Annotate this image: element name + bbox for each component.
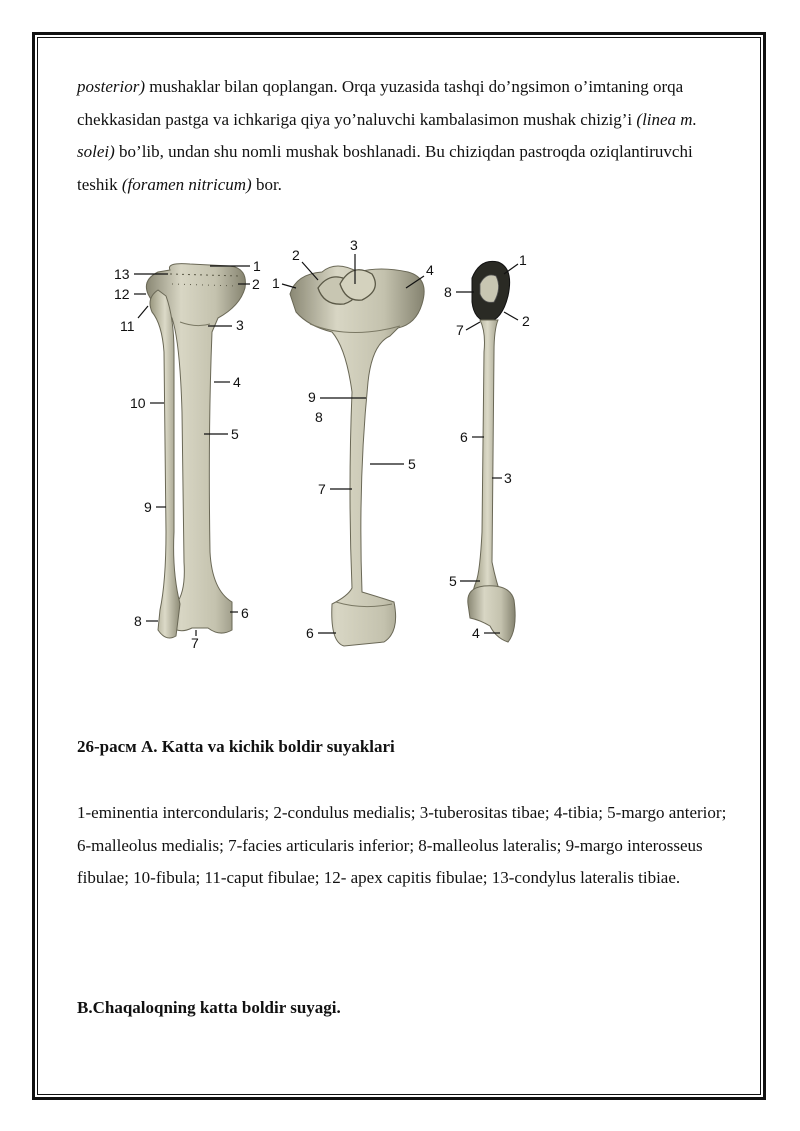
label-mid-7: 7 [318,481,326,497]
label-left-2: 2 [252,276,260,292]
tibia-posterior-drawing [290,266,424,646]
label-right-1: 1 [519,252,527,268]
figure-caption-a: 26-расм А. Katta va kichik boldir suyaklari [77,737,395,756]
label-left-4: 4 [233,374,241,390]
text-run: bo’lib, undan shu nomli mushak boshlanadi. Bu chiziqdan pastroqda oziqlantiruvchi teshik [77,142,693,194]
label-right-5: 5 [449,573,457,589]
label-left-11: 11 [120,318,135,334]
label-left-5: 5 [231,426,239,442]
label-right-2: 2 [522,313,530,329]
label-mid-8: 8 [315,409,323,425]
bone-illustration [100,232,550,662]
label-right-8: 8 [444,284,452,300]
text-run: bor. [251,174,282,194]
label-left-13: 13 [114,266,130,282]
text-run: mushaklar bilan qoplangan. Orqa yuzasida tashqi do’ngsimon o’imtaning orqa chekkasidan pastga va ichkariga qiya yo’naluvchi kambalasimon mushak chizig’i [77,77,684,129]
latin-term: (linea m. solei) [77,109,697,161]
label-right-6: 6 [460,429,468,445]
label-right-7: 7 [456,322,464,338]
label-mid-4: 4 [426,262,434,278]
label-mid-1: 1 [272,275,280,291]
label-left-6: 6 [241,605,249,621]
bone-figure [100,232,550,662]
newborn-tibia-drawing [468,261,515,642]
label-left-9: 9 [144,499,152,515]
figure-legend: 1-eminentia intercondularis; 2-condulus medialis; 3-tuberositas tibae; 4-tibia; 5-margo anterior; 6-malleolus medialis; 7-facies articularis inferior; 8-malleolus lateralis; 9-margo interosseus fibulae; 10-fibula; 11-caput fibulae; 12- apex capitis fibulae; 13-condylus lateralis tibiae. [77,803,727,887]
label-mid-3: 3 [350,237,358,253]
label-right-4: 4 [472,625,480,641]
label-left-3: 3 [236,317,244,333]
latin-term: posterior) [77,77,145,96]
label-left-12: 12 [114,286,130,302]
label-right-3: 3 [504,470,512,486]
label-mid-5: 5 [408,456,416,472]
label-mid-6: 6 [306,625,314,641]
tibia-fibula-drawing [146,264,245,638]
label-left-7: 7 [191,635,199,651]
label-left-10: 10 [130,395,146,411]
label-left-8: 8 [134,613,142,629]
label-mid-2: 2 [292,247,300,263]
latin-term: (foramen nitricum) [121,174,252,194]
label-mid-9: 9 [308,389,316,405]
label-left-1: 1 [253,258,261,274]
body-paragraph [77,71,737,201]
figure-caption-b: B.Chaqaloqning katta boldir suyagi. [77,998,341,1017]
